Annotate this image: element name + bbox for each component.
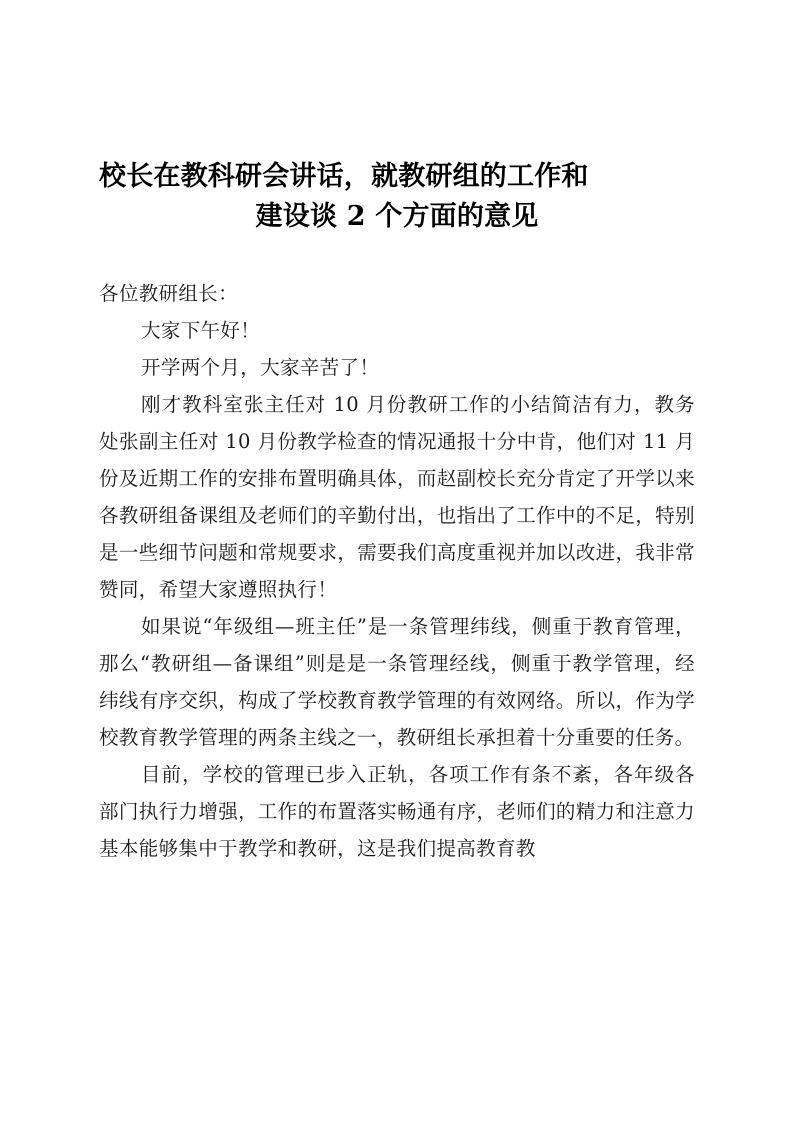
page-title-line-1: 校长在教科研会讲话，就教研组的工作和 (99, 161, 589, 192)
page-title-line-2: 建设谈 2 个方面的意见 (255, 201, 539, 232)
paragraph-summary-review: 刚才教科室张主任对 10 月份教研工作的小结简洁有力，教务处张副主任对 10 月份教学检查的情况通报十分中肯，他们对 11 月份及近期工作的安排布置明确具体，而赵副校长充分肯定了开学以来各教研组备课组及老师们的辛勤付出，也指出了工作中的不足，特别是一些细节问题和常规要求，需要我们高度重视并加以改进，我非常赞同，希望大家遵照执行！ (99, 393, 695, 601)
paragraph-salutation: 各位教研组长： (99, 282, 238, 305)
page-title (99, 0, 695, 237)
paragraph-current-status: 目前，学校的管理已步入正轨，各项工作有条不紊，各年级各部门执行力增强，工作的布置落实畅通有序，老师们的精力和注意力基本能够集中于教学和教研，这是我们提高教育教 (99, 763, 695, 860)
paragraph-management-lines: 如果说“年级组—班主任”是一条管理纬线，侧重于教育管理，那么“教研组—备课组”则是是一条管理经线，侧重于教学管理，经纬线有序交织，构成了学校教育教学管理的有效网络。所以，作为学校教育教学管理的两条主线之一，教研组长承担着十分重要的任务。 (99, 615, 695, 749)
paragraph-opening-remark: 开学两个月，大家辛苦了！ (141, 356, 380, 379)
paragraph-greeting: 大家下午好！ (141, 319, 261, 342)
document-body (99, 275, 695, 867)
page-content (99, 0, 695, 867)
